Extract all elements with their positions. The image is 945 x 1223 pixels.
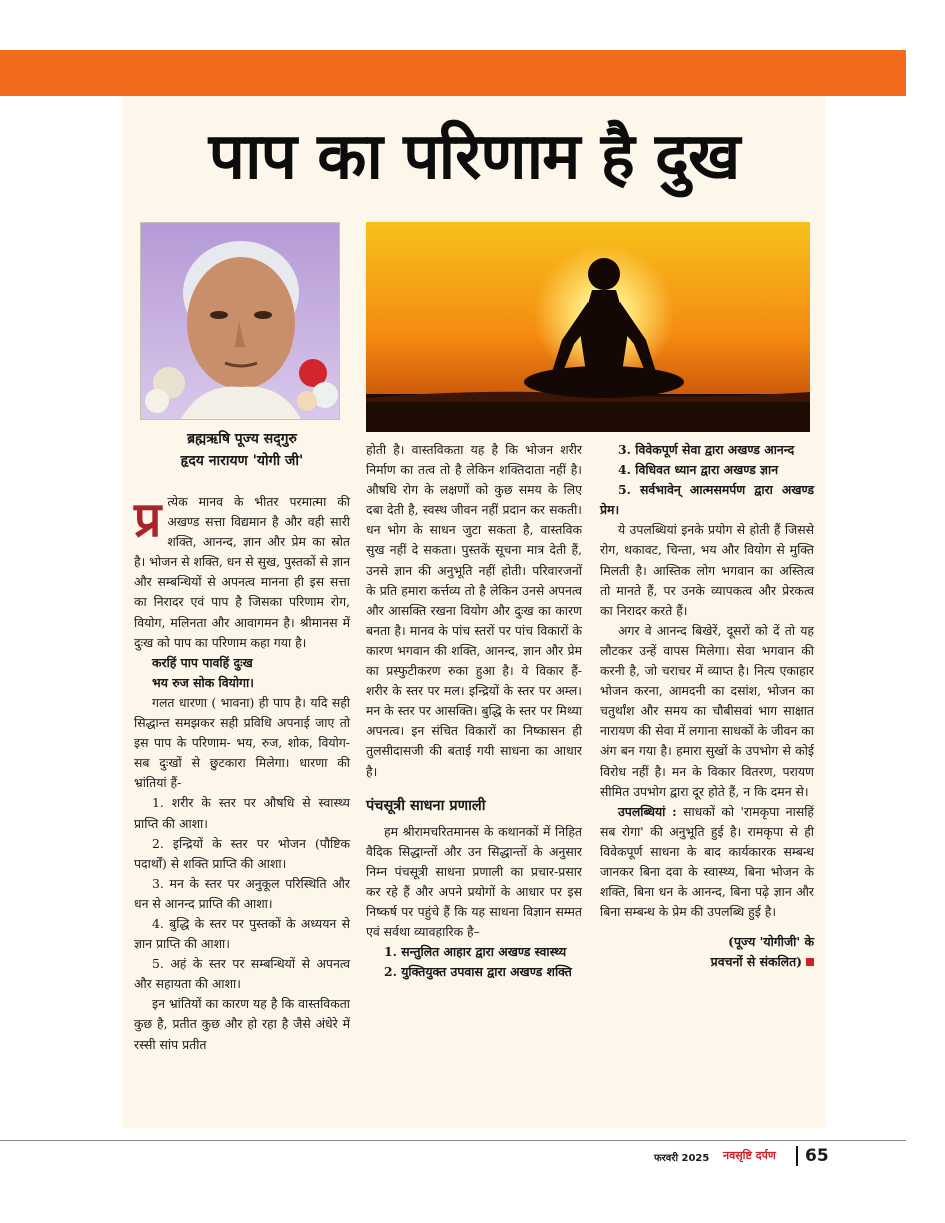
author-portrait: [140, 222, 340, 420]
paragraph-label: उपलब्धियां :: [618, 803, 677, 819]
drop-cap: प्र: [134, 492, 162, 548]
section-heading: पंचसूत्री साधना प्रणाली: [366, 797, 486, 814]
body-paragraph: इन भ्रांतियों का कारण यह है कि वास्तविकता कुछ है, प्रतीत कुछ और हो रहा है जैसे अंधेरे में रस्सी सांप प्रतीत: [134, 996, 350, 1052]
issue-date: फरवरी 2025: [654, 1153, 710, 1164]
article-column-1: [134, 492, 350, 1055]
list-item: 5. अहं के स्तर पर सम्बन्धियों से अपनत्व और सहायता की आशा।: [134, 956, 350, 992]
list-item: 4. बुद्धि के स्तर पर पुस्तकों के अध्ययन से ज्ञान प्राप्ति की आशा।: [134, 915, 350, 952]
paragraph-text: साधकों को 'रामकृपा नासहिं सब रोगा' की अनुभूति हुई है। रामकृपा से ही विवेकपूर्ण साधना के बाद कार्यकारक सम्बन्ध जानकर बिना दवा के स्वास्थ्य, बिना भोजन के शक्ति, बिना धन के आनन्द, बिना पढ़े ज्ञान और बिना सम्बन्ध के प्रेम की उपलब्धि हुई है।: [600, 803, 814, 920]
list-item: 1. शरीर के स्तर पर औषधि से स्वास्थ्य प्राप्ति की आशा।: [134, 795, 350, 831]
footer-separator: [796, 1146, 798, 1166]
end-square-icon: [806, 958, 814, 966]
source-credit-line: (पूज्य 'योगीजी' के: [728, 934, 814, 950]
list-item: 4. विधिवत ध्यान द्वारा अखण्ड ज्ञान: [618, 462, 779, 478]
page-title: पाप का परिणाम है दुख: [208, 120, 740, 194]
list-item: 3. विवेकपूर्ण सेवा द्वारा अखण्ड आनन्द: [618, 442, 795, 457]
list-item: 3. मन के स्तर पर अनुकूल परिस्थिति और धन से आनन्द प्राप्ति की आशा।: [134, 875, 350, 911]
top-color-band: [0, 50, 906, 96]
meditation-image-art: [366, 222, 810, 432]
body-paragraph: गलत धारणा ( भावना) ही पाप है। यदि सही सिद्धान्त समझकर सही प्रविधि अपनाई जाए तो इस पाप के परिणाम- भय, रुज, शोक, वियोग- सब दुःखों से छुटकारा मिलेगा। धारणा की भ्रांतियां हैं-: [134, 694, 350, 791]
list-item: 5. सर्वभावेन् आत्मसमर्पण द्वारा अखण्ड प्रेम।: [600, 482, 814, 518]
verse-line: भय रुज सोक वियोगा।: [152, 674, 254, 690]
meditation-image: [366, 222, 810, 432]
portrait-caption: [136, 428, 348, 472]
magazine-logo: नवसृष्टि दर्पण: [723, 1149, 776, 1162]
verse-line: करहिं पाप पावहिं दुःख: [152, 654, 253, 670]
body-paragraph: होती है। वास्तविकता यह है कि भोजन शरीर निर्माण का तत्व तो है लेकिन शक्तिदाता नहीं है। औषधि रोग के लक्षणों को कुछ समय के लिए दबा देती है, स्वस्थ जीवन नहीं प्रदान कर सकती। धन भोग के साधन जुटा सकता है, वास्तविक सुख नहीं दे सकता। पुस्तकें सूचना मात्र देती हैं, उनसे ज्ञान की अनुभूति नहीं होती। परिवारजनों के प्रति हमारा कर्त्तव्य तो है लेकिन उनसे अपनत्व और आसक्ति रखना वियोग और दुःख का कारण बनता है। मानव के पांच स्तरों पर पांच विकारों के कारण भगवान की शक्ति, आनन्द, ज्ञान और प्रेम का प्रस्फुटीकरण रुका हुआ है। ये विकार हैं- शरीर के स्तर पर मल। इन्द्रियों के स्तर पर अम्ल। मन के स्तर पर आसक्ति। बुद्धि के स्तर पर मिथ्या अपनत्व। इन संचित विकारों का निष्कासन ही तुलसीदासजी की बताई गयी साधना का आधार है।: [366, 442, 582, 779]
list-item: 2. युक्तियुक्त उपवास द्वारा अखण्ड शक्ति: [384, 964, 572, 980]
article-column-3: [600, 440, 814, 972]
intro-text: त्येक मानव के भीतर परमात्मा की अखण्ड सत्ता विद्यमान है और वही सारी शक्ति, आनन्द, ज्ञान और प्रेम का स्रोत है। भोजन से शक्ति, धन से सुख, पुस्तकों से ज्ञान और सम्बन्धियों से अपनत्व मानना ही इस सत्ता का निरादर एवं पाप है जिसका परिणाम रोग, वियोग, मलिनता और आवागमन है। श्रीमानस में दुःख को पाप का परिणाम कहा गया है।: [134, 494, 350, 650]
portrait-image: [141, 223, 339, 419]
page-number: 65: [805, 1146, 829, 1166]
source-credit: [600, 932, 814, 972]
intro-paragraph: [134, 492, 350, 653]
caption-line-title: ब्रह्मऋषि पूज्य सद्‌गुरु: [187, 431, 297, 447]
caption-line-name: हृदय नारायण 'योगी जी': [180, 453, 304, 469]
body-paragraph: हम श्रीरामचरितमानस के कथानकों में निहित वैदिक सिद्धान्तों और उन सिद्धान्तों के अनुसार निम्न पंचसूत्री साधना प्रणाली का प्रचार-प्रसार कर रहे हैं और अपने प्रयोगों के आधार पर इस निष्कर्ष पर पहुंचे हैं कि यह साधना विज्ञान सम्मत एवं सर्वथा व्यावहारिक है–: [366, 823, 582, 940]
body-paragraph: [600, 802, 814, 923]
list-item: 1. सन्तुलित आहार द्वारा अखण्ड स्वास्थ्य: [384, 944, 567, 960]
body-paragraph: ये उपलब्धियां इनके प्रयोग से होती हैं जिससे रोग, थकावट, चिन्ता, भय और वियोग से मुक्ति मिलती है। आस्तिक लोग भगवान का अस्तित्व तो मानते हैं, पर उनके व्यापकत्व और प्रेरकत्व का निरादर करते हैं।: [600, 522, 814, 618]
source-credit-line: प्रवचनों से संकलित): [710, 954, 802, 970]
body-paragraph: अगर वे आनन्द बिखेरें, दूसरों को दें तो यह लौटकर उन्हें वापस मिलेगा। सेवा भगवान की करनी है, जो चराचर में व्याप्त है। नित्य एकाहार भोजन करना, आमदनी का दसांश, भोजन का चतुर्थांश और समय का चौबीसवां भाग साक्षात नारायण की सेवा में लगाना साधकों के जीवन का अंग बन गया है। हमारा सुखों के उपभोग से कोई विरोध नहीं है। मन के विकार वितरण, परायण सीमित उपभोग द्वारा दूर होते हैं, न कि दमन से।: [600, 622, 814, 799]
list-item: 2. इन्द्रियों के स्तर पर भोजन (पौष्टिक पदार्थों) से शक्ति प्राप्ति की आशा।: [134, 835, 350, 871]
footer-divider: [0, 1140, 906, 1141]
article-column-2: [366, 440, 582, 982]
